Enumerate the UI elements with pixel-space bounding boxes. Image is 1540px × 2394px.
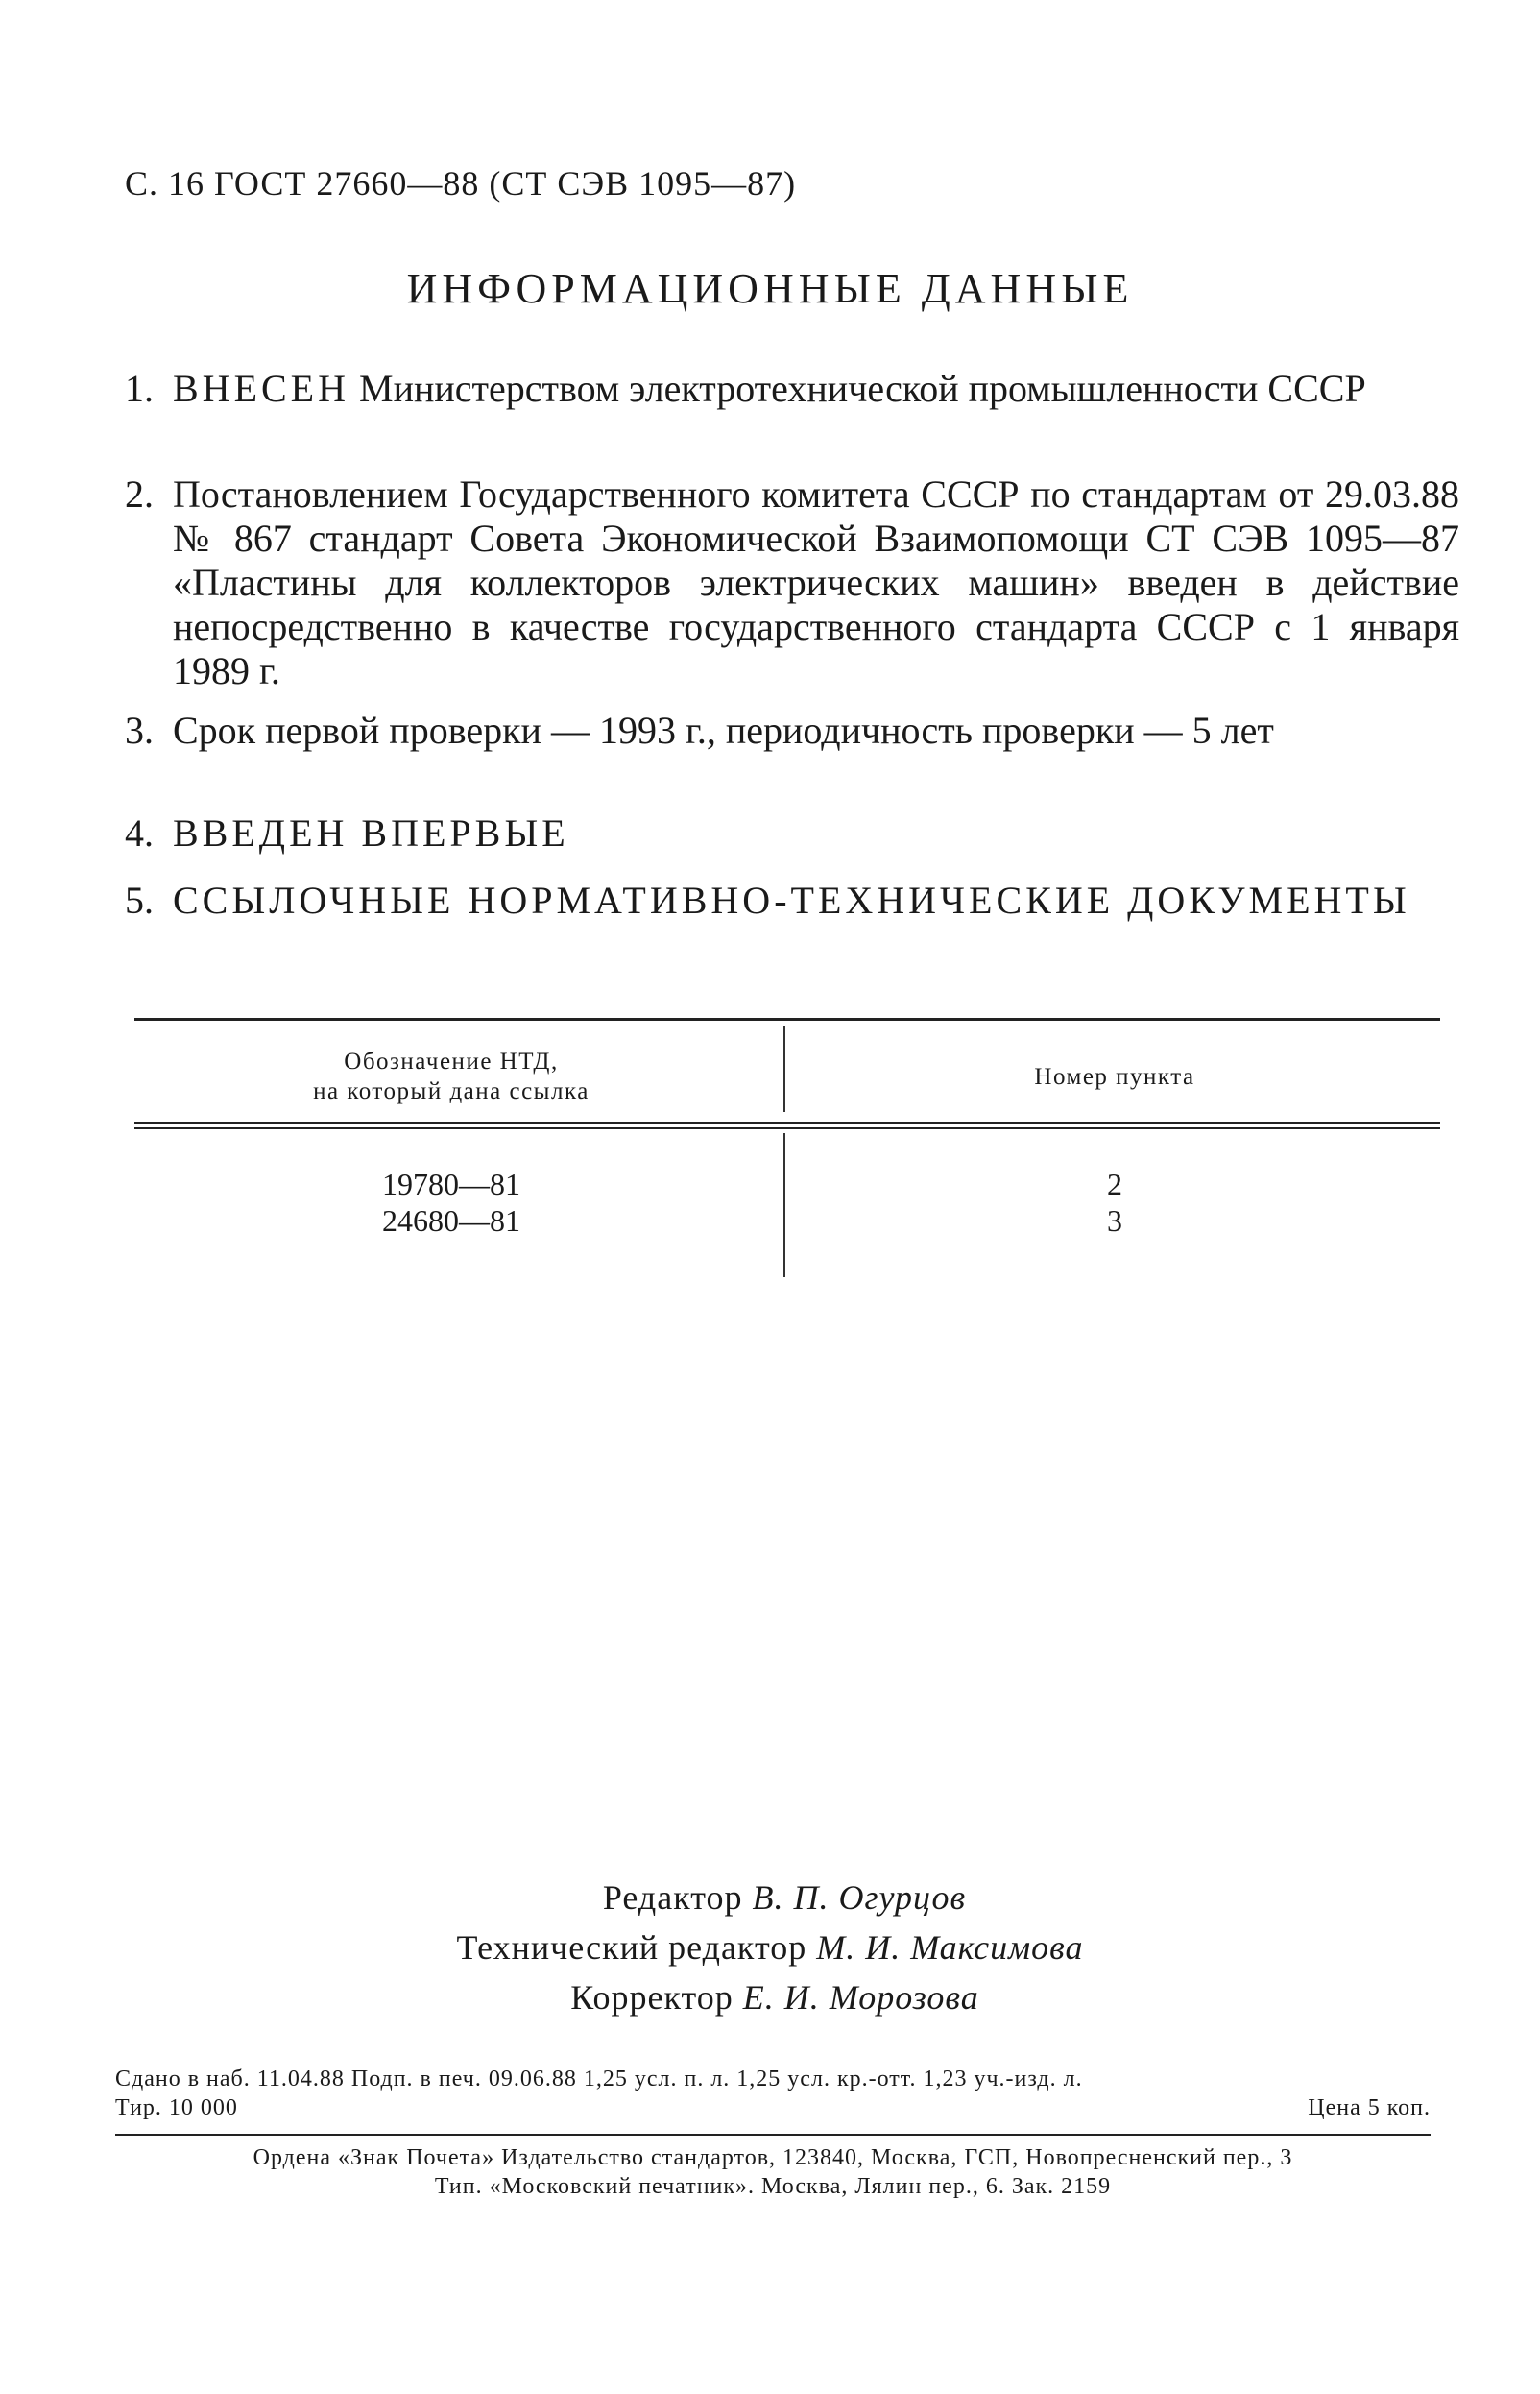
info-item-1 [125,367,1459,411]
table-header-rule-2 [134,1127,1440,1129]
item-number: 5. [125,879,154,922]
item-text: Министерством электротехнической промышленности СССР [359,367,1366,410]
table-header-punkt: Номер пункта [1034,1064,1195,1090]
item-text: ССЫЛОЧНЫЕ НОРМАТИВНО-ТЕХНИЧЕСКИЕ ДОКУМЕНТЫ [173,879,1410,922]
info-item-5 [125,879,1459,923]
table-header-divider [783,1026,785,1112]
table-body-divider [783,1133,785,1277]
printer-line: Тип. «Московский печатник». Москва, Лялин пер., 6. Зак. 2159 [434,2174,1112,2199]
item-text: Срок первой проверки — 1993 г., периодичность проверки — 5 лет [173,709,1274,752]
page-header: С. 16 ГОСТ 27660—88 (СТ СЭВ 1095—87) [125,164,797,203]
item-number: 2. [125,472,154,516]
section-title: ИНФОРМАЦИОННЫЕ ДАННЫЕ [406,265,1134,312]
table-cell-punkt: 2 [1107,1167,1122,1201]
credits-block [0,1873,1540,2022]
table-header-rule-1 [134,1122,1440,1124]
imprint-rule [115,2134,1431,2136]
table-cell-punkt: 3 [1107,1203,1122,1238]
price: Цена 5 коп. [1308,2095,1431,2120]
table-cell-ntd: 24680—81 [382,1203,520,1238]
table-header-ntd: Обозначение НТД, на который дана ссылка [313,1049,590,1104]
info-item-4 [125,811,1459,856]
table-cell-ntd: 19780—81 [382,1167,520,1201]
tech-editor-line: Технический редактор М. И. Максимова [456,1928,1084,1967]
publisher-details [115,2143,1431,2201]
corrector-line: Корректор Е. И. Морозова [570,1978,979,2017]
print-details [115,2065,1431,2122]
editor-line: Редактор В. П. Огурцов [602,1878,967,1917]
print-run: Тир. 10 000 [115,2095,238,2120]
item-text: ВВЕДЕН ВПЕРВЫЕ [173,811,569,855]
info-item-2 [125,472,1459,693]
item-number: 3. [125,709,154,752]
table-top-rule [134,1018,1440,1021]
print-dates: Сдано в наб. 11.04.88 Подп. в печ. 09.06.88 1,25 усл. п. л. 1,25 усл. кр.-отт. 1,23 уч.-изд. л. [115,2067,1083,2092]
item-lead: ВНЕСЕН [173,367,349,410]
item-text: Постановлением Государственного комитета СССР по стандартам от 29.03.88 № 867 стандарт Совета Экономической Взаимопомощи СТ СЭВ 1095—87 «Пластины для коллекторов электрических машин» введен в действие непосредственно в качестве государственного стандарта СССР с 1 января 1989 г. [173,472,1459,692]
publisher-line: Ордена «Знак Почета» Издательство стандартов, 123840, Москва, ГСП, Новопресненский пер., 3 [253,2145,1293,2170]
info-item-3 [125,709,1459,753]
item-number: 4. [125,811,154,855]
item-number: 1. [125,367,154,410]
